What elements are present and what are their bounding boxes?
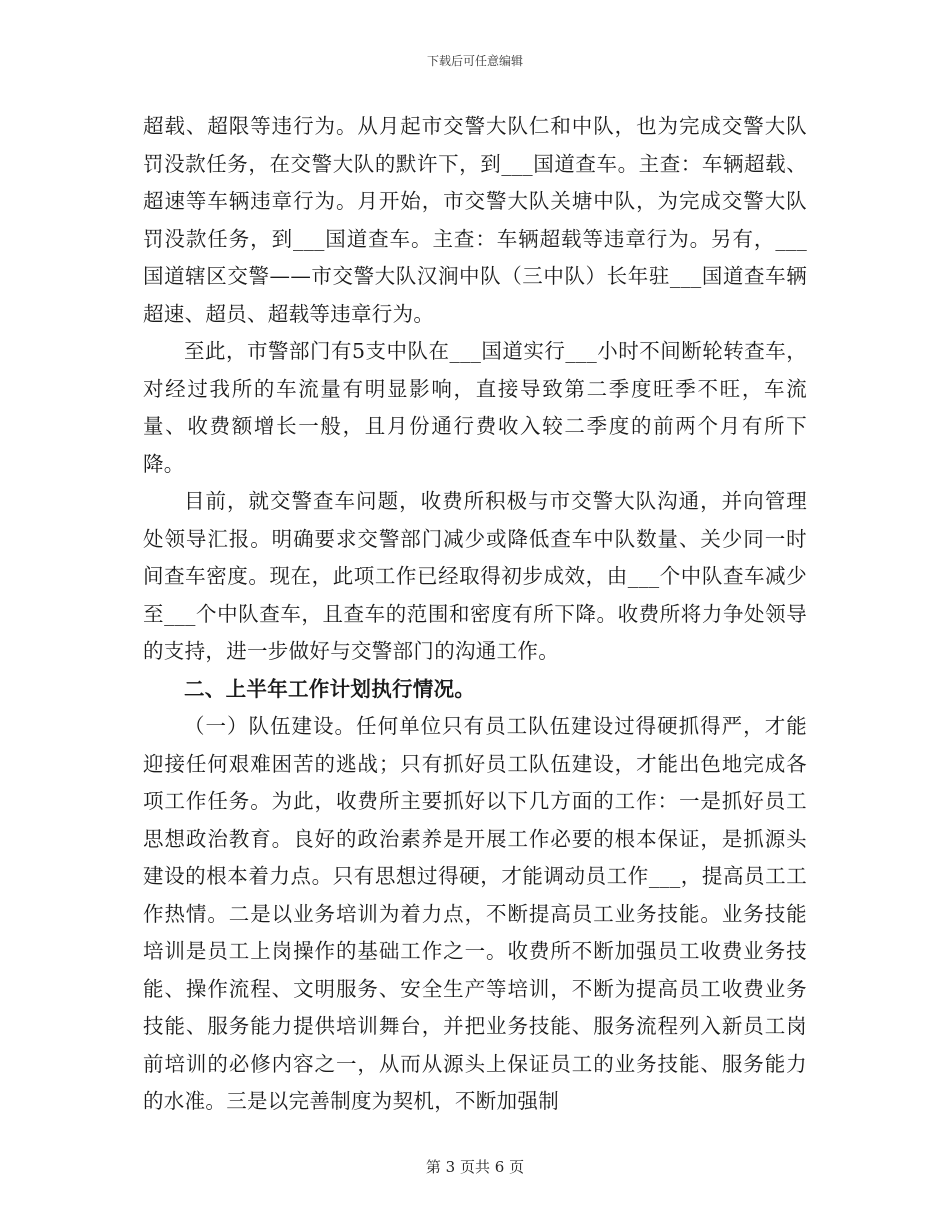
page-header: 下载后可任意编辑 — [426, 54, 523, 68]
paragraph-violations: 超载、超限等违行为。从月起市交警大队仁和中队，也为完成交警大队罚没款任务，在交警大队的默许下，到___国道查车。主查：车辆超载、超速等车辆违章行为。月开始，市交警大队关塘中队，为完成交警大队罚没款任务，到___国道查车。主查：车辆超载等违章行为。另有，___国道辖区交警——市交警大队汉涧中队（三中队）长年驻___国道查车辆超速、超员、超载等违章行为。 — [143, 114, 807, 326]
paragraph-team-building: （一）队伍建设。任何单位只有员工队伍建设过得硬抓得严，才能迎接任何艰难困苦的逃战；只有抓好员工队伍建设，才能出色地完成各项工作任务。为此，收费所主要抓好以下几方面的工作：一是抓好员工思想政治教育。良好的政治素养是开展工作必要的根本保证，是抓源头建设的根本着力点。只有思想过得硬，才能调动员工作___，提高员工工作热情。二是以业务培训为着力点，不断提高员工业务技能。业务技能培训是员工上岗操作的基础工作之一。收费所不断加强员工收费业务技能、操作流程、文明服务、安全生产等培训，不断为提高员工收费业务技能、服务能力提供培训舞台，并把业务技能、服务流程列入新员工岗前培训的必修内容之一，从而从源头上保证员工的业务技能、服务能力的水准。三是以完善制度为契机，不断加强制 — [143, 714, 807, 1113]
document-body — [143, 108, 807, 1121]
paragraph-communication: 目前，就交警查车问题，收费所积极与市交警大队沟通，并向管理处领导汇报。明确要求交警部门减少或降低查车中队数量、关少同一时间查车密度。现在，此项工作已经取得初步成效，由___个中队查车减少至___个中队查车，且查车的范围和密度有所下降。收费所将力争处领导的支持，进一步做好与交警部门的沟通工作。 — [143, 489, 807, 663]
page-footer: 第 3 页共 6 页 — [425, 1158, 525, 1176]
paragraph-impact: 至此，市警部门有5支中队在___国道实行___小时不间断轮转查车，对经过我所的车流量有明显影响，直接导致第二季度旺季不旺，车流量、收费额增长一般，且月份通行费收入较二季度的前两个月有所下降。 — [143, 339, 807, 476]
section-heading: 二、上半年工作计划执行情况。 — [184, 676, 476, 701]
